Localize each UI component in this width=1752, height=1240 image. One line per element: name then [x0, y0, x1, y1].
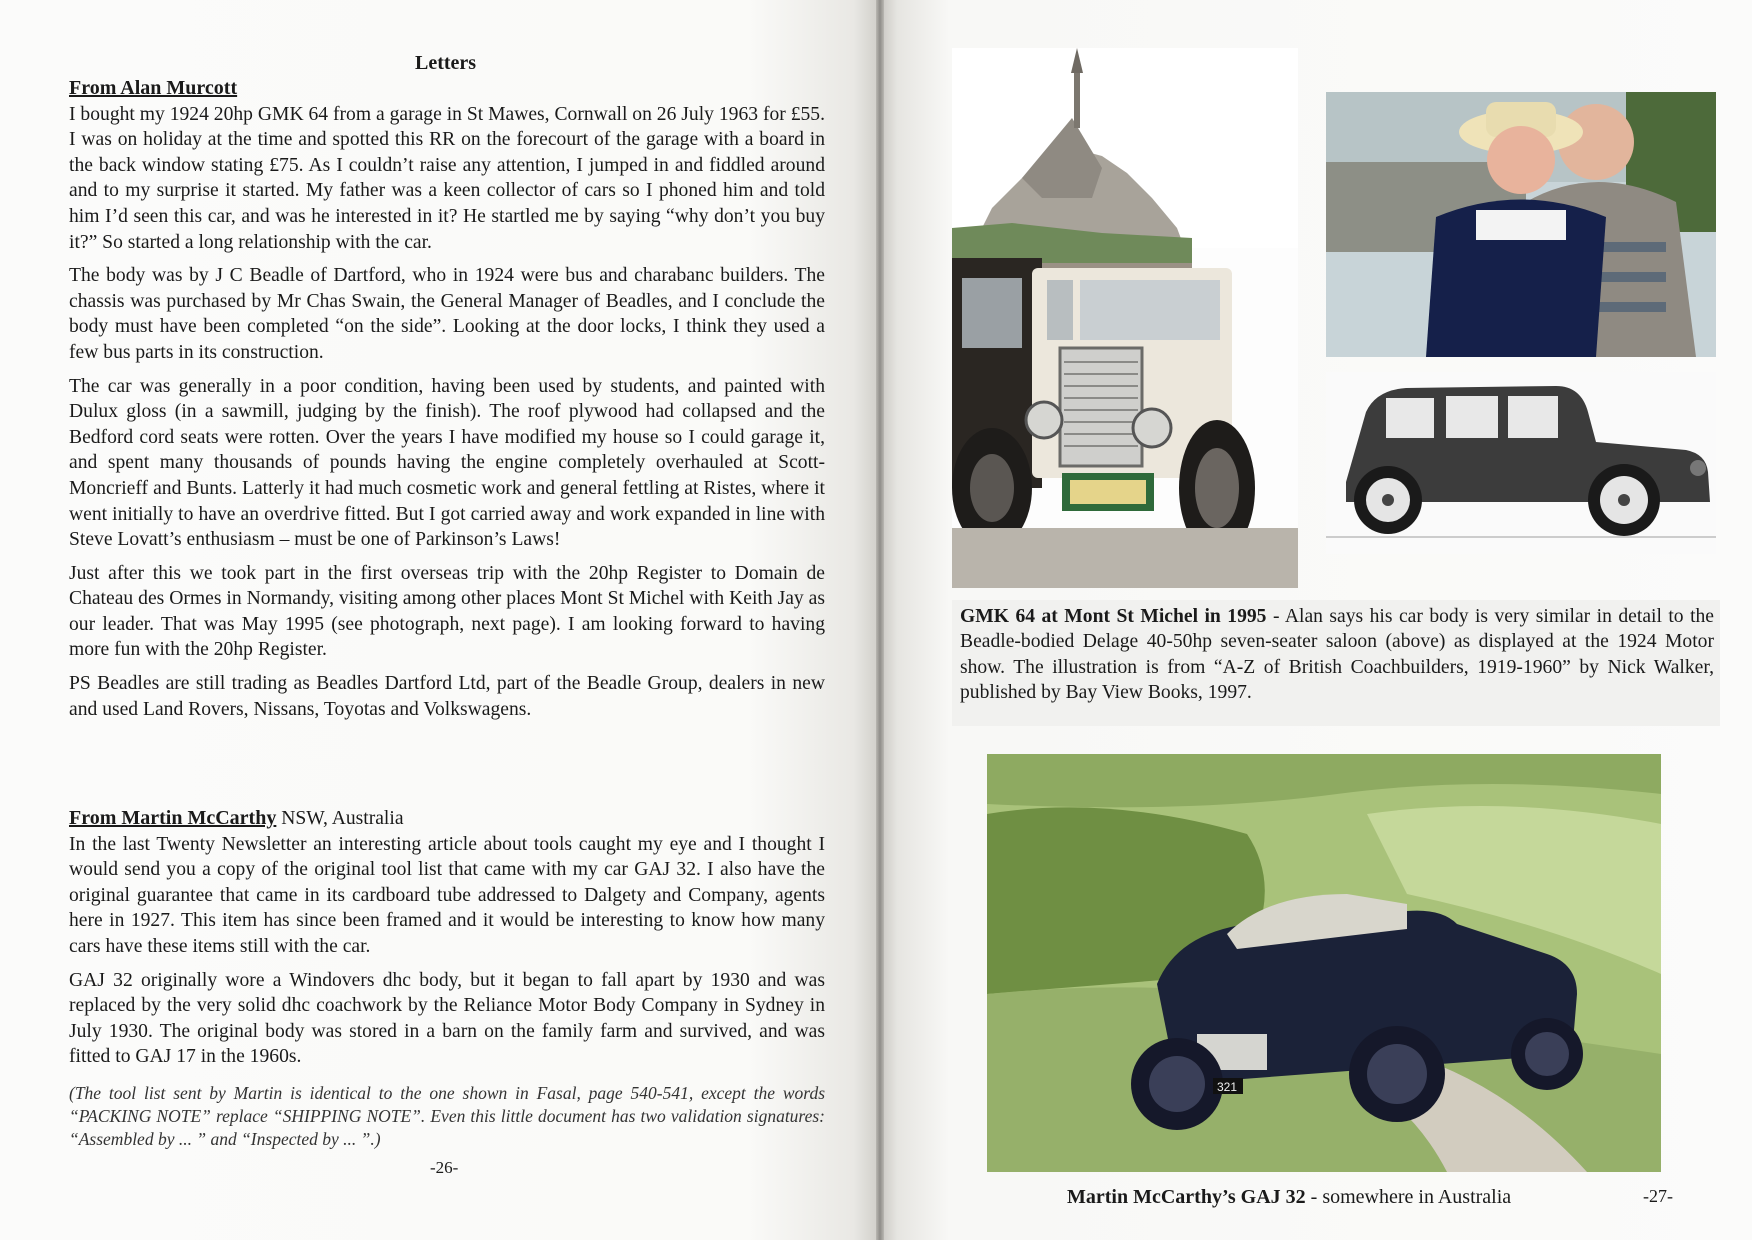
letter-paragraph: I bought my 1924 20hp GMK 64 from a garage in St Mawes, Cornwall on 26 July 1963 for £55. I was on holiday at the time and spotted this RR on the forecourt of the garage with a board in the back window stating £75. As I couldn’t raise any attention, I jumped in and fiddled around and to my surprise it started. My father was a keen collector of cars so I phoned him and told him I’d seen this car, and was he interested in it? He startled me by saying “why don’t you buy it?” So started a long relationship with the car.	[69, 103, 825, 253]
caption-gaj-32	[1067, 1186, 1511, 1209]
photo-mont-st-michel	[952, 48, 1298, 588]
letter-header-martin	[69, 806, 825, 832]
number-plate: 321	[1217, 1080, 1238, 1094]
letter-paragraph: The body was by J C Beadle of Dartford, who in 1924 were bus and charabanc builders. The chassis was purchased by Mr Chas Swain, the General Manager of Beadles, and I conclude the body must have been completed “on the side”. Looking at the door locks, I think they used a few bus parts in its construction.	[69, 265, 825, 363]
page-heading: Letters	[415, 52, 477, 74]
letter-paragraph: GAJ 32 originally wore a Windovers dhc body, but it began to fall apart by 1930 and was replaced by the very solid dhc coachwork by the Reliance Motor Body Company in Sydney in July 1930. The original body was stored in a barn on the family farm and survived, and was fitted to GAJ 17 in the 1960s.	[69, 969, 825, 1068]
photo-couple	[1326, 92, 1716, 357]
caption2-body: - somewhere in Australia	[1305, 1186, 1512, 1208]
photo-delage-saloon	[1326, 372, 1716, 554]
book-gutter	[876, 0, 884, 1240]
letter-alan-murcott	[69, 76, 825, 730]
caption-title: GMK 64 at Mont St Michel in 1995	[960, 606, 1267, 627]
letter-paragraph: PS Beadles are still trading as Beadles Dartford Ltd, part of the Beadle Group, dealers in new and used Land Rovers, Nissans, Toyotas and Volkswagens.	[69, 673, 825, 720]
page-number-left: -26-	[430, 1158, 459, 1177]
letter-from-alan: From Alan Murcott	[69, 77, 238, 99]
letter-paragraph: In the last Twenty Newsletter an interesting article about tools caught my eye and I thought I would send you a copy of the original tool list that came with my car GAJ 32. I also have the original guarantee that came in its cardboard tube addressed to Dalgety and Company, agents here in 1927. This item has since been framed and it would be interesting to know how many cars have these items still with the car.	[69, 833, 825, 957]
caption-body: - Alan says his car body is very similar in detail to the Beadle-bodied Delage 40-50hp seven-seater saloon (above) as displayed at the 1924 Motor show. The illustration is from “A-Z of British Coachbuilders, 1919-1960” by Nick Walker, published by Bay View Books, 1997.	[960, 606, 1715, 704]
photo-gaj-32	[987, 754, 1661, 1172]
letter-paragraph: The car was generally in a poor condition, having been used by students, and painted with Dulux gloss (in a sawmill, judging by the finish). The roof plywood had collapsed and the Bedford cord seats were rotten. Over the years I have modified my house so I could garage it, and spent many thousands of pounds having the engine completely overhauled at Scott-Moncrieff and Bunts. Latterly it had much cosmetic work and general fettling at Ristes, where it went initially to have an overdrive fitted. But I got carried away and work expanded in line with Steve Lovatt’s enthusiasm – must be one of Parkinson’s Laws!	[69, 375, 825, 551]
editor-note: (The tool list sent by Martin is identical to the one shown in Fasal, page 540-541, except the words “PACKING NOTE” replace “SHIPPING NOTE”. Even this little document has two validation signatures: “Assembled by ... ” and “Inspected by ... ”.)	[69, 1083, 825, 1149]
letter-location: NSW, Australia	[276, 808, 404, 829]
letter-martin-mccarthy	[69, 806, 825, 1078]
letter-from-martin: From Martin McCarthy	[69, 807, 277, 829]
caption-mont-st-michel	[960, 604, 1714, 706]
page-number-right: -27-	[1643, 1186, 1673, 1206]
caption2-title: Martin McCarthy’s GAJ 32	[1067, 1186, 1306, 1208]
letter-paragraph: Just after this we took part in the first overseas trip with the 20hp Register to Domain de Chateau des Ormes in Normandy, visiting among other places Mont St Michel with Keith Jay as our leader. That was May 1995 (see photograph, next page). I am looking forward to having more fun with the 20hp Register.	[69, 562, 825, 661]
